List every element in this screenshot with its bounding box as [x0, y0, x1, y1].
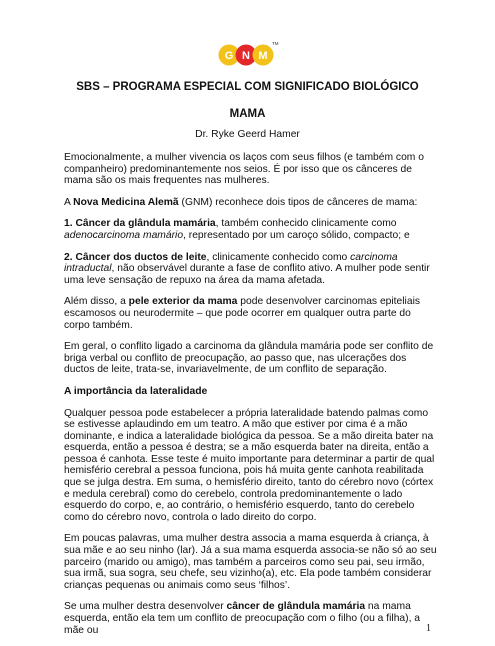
paragraph-right-handed: Em poucas palavras, uma mulher destra associa a mama esquerda à criança, à sua mãe e ao seu ninho (lar). Já a sua mama esquerda associa-se não só ao seu parceiro (marido ou amigo), mas também a parceiros como seu pai, seu irmão, sua irmã, sua sogra, seu chefe, seu vizinho(a), etc. Ela pode também considerar crianças pequenas ou animais como seus ‘filhos’.: [64, 533, 437, 591]
paragraph-intro: Emocionalmente, a mulher vivencia os laços com seus filhos (e também com o companheiro) predominantemente nos seios. É por isso que os cânceres de mama são os mais frequentes nas mulheres.: [64, 152, 424, 187]
text: , também conhecido clinicamente como: [215, 218, 397, 230]
paragraph-type-1: [64, 218, 438, 241]
text: pode desenvolver carcinomas epiteliais escamosos ou neurodermite – que pode ocorrer em qualquer outra parte do corpo também.: [64, 296, 421, 331]
bold-term: pele exterior da mama: [128, 296, 238, 308]
logo-letter-m: M: [257, 50, 268, 62]
text: , clinicamente conhecido como: [206, 251, 351, 263]
paragraph-type-2: [64, 252, 438, 287]
bold-term: Nova Medicina Alemã: [73, 196, 179, 208]
logo-letter-g: G: [224, 50, 233, 62]
italic-term: carcinoma intraductal: [64, 251, 398, 275]
logo-letter-n: N: [241, 50, 250, 62]
page-number: 1: [426, 623, 431, 634]
document-subtitle: MAMA: [229, 108, 266, 120]
paragraph-types-intro: [64, 197, 438, 209]
paragraph-skin: [64, 296, 438, 331]
logo-trademark: TM: [271, 41, 278, 46]
document-title: SBS – PROGRAMA ESPECIAL COM SIGNIFICADO BIOLÓGICO: [76, 81, 419, 93]
text: Se uma mulher destra desenvolver: [64, 601, 227, 613]
italic-term: adenocarcinoma mamário: [64, 229, 184, 241]
text: A: [64, 196, 74, 208]
bold-term: câncer de glândula mamária: [226, 601, 366, 613]
bold-term: 2. Câncer dos ductos de leite: [64, 251, 207, 263]
text: , representado por um caroço sólido, compacto; e: [183, 229, 410, 241]
paragraph-conflict: Em geral, o conflito ligado a carcinoma da glândula mamária pode ser conflito de briga verbal ou conflito de preocupação, ao passo que, nas ulcerações dos ductos de leite, trata-se, invariavelmente, de um conflito de separação.: [64, 341, 434, 376]
text: , não observável durante a fase de conflito ativo. A mulher pode sentir uma leve sensação de repuxo na área da mama afetada.: [64, 263, 430, 286]
gnm-logo-graphic: [217, 38, 279, 68]
text: Além disso, a: [64, 296, 129, 308]
section-heading-laterality: A importância da lateralidade: [64, 385, 208, 397]
document-body: [64, 152, 438, 646]
text: (GNM) reconhece dois tipos de cânceres de mama:: [178, 196, 418, 208]
gnm-logo: [0, 38, 495, 70]
text: na mama esquerda, então ela tem um conflito de preocupação com o filho (ou a filha), a mãe ou: [64, 601, 421, 636]
paragraph-laterality: Qualquer pessoa pode estabelecer a própria lateralidade batendo palmas como se estivesse aplaudindo em um teatro. A mão que estiver por cima é a mão dominante, e indica a lateralidade biológica da pessoa. Se a mão direita bater na esquerda, então a pessoa é destra; se a mão esquerda bater na direita, então a pessoa é canhota. Esse teste é muito importante para determinar a partir de qual hemisfério cerebral a pessoa funciona, pois há muita gente canhota reabilitada que se julga destra. Em suma, o hemisfério direito, tanto do cérebro novo (córtex e medula cerebral) como do cerebelo, controla predominantemente o lado esquerdo do corpo, e, ao contrário, o hemisfério esquerdo, tanto do cerebelo como do cérebro novo, controla o lado direito do corpo.: [64, 407, 435, 523]
paragraph-gland-cancer: [64, 601, 438, 636]
author-line: Dr. Ryke Geerd Hamer: [195, 129, 300, 140]
bold-term: 1. Câncer da glândula mamária: [64, 218, 216, 230]
